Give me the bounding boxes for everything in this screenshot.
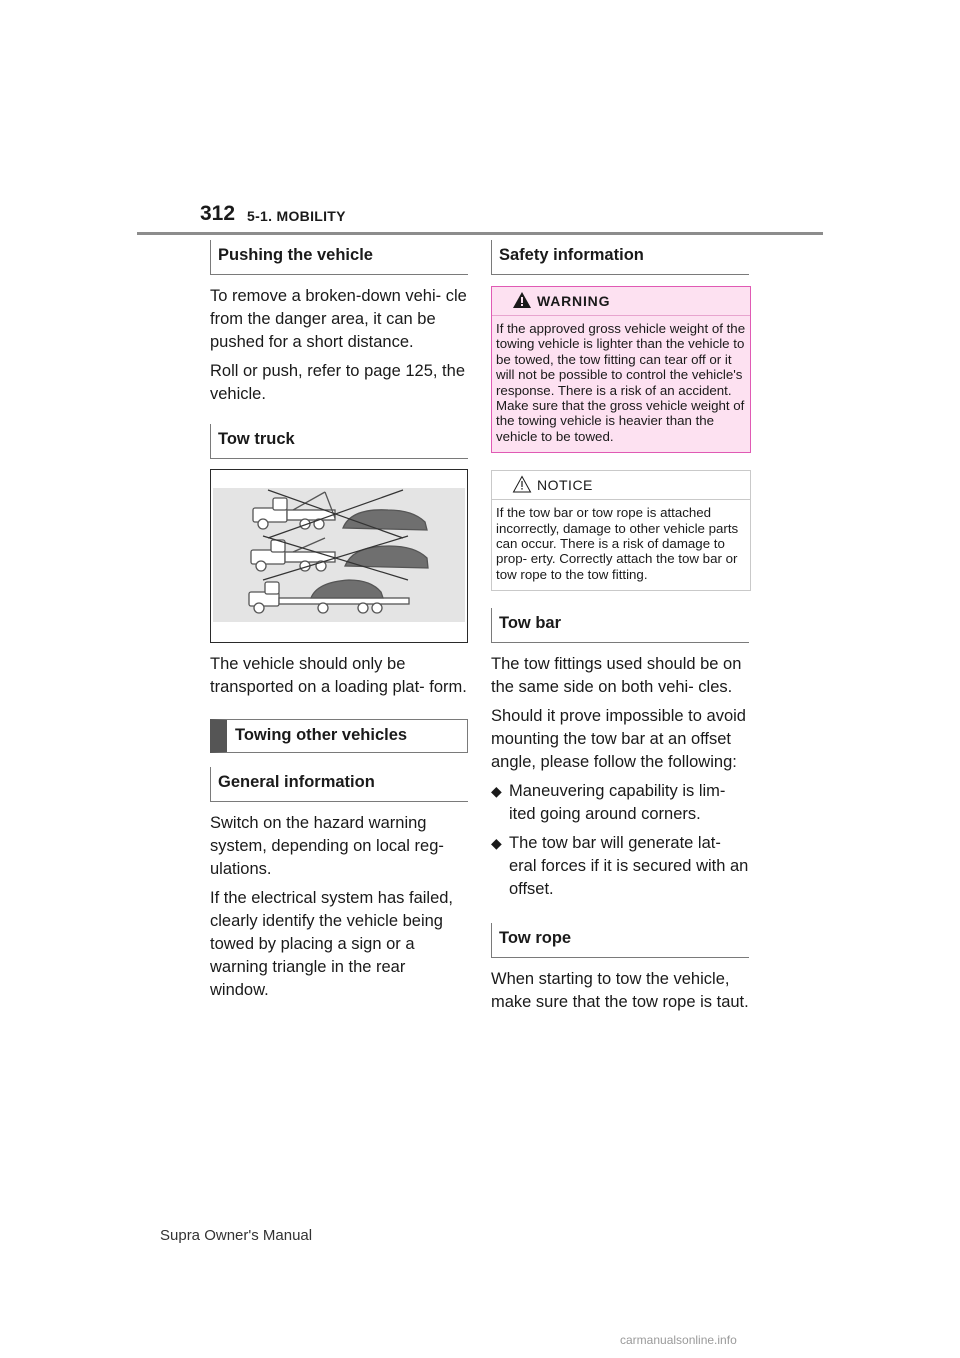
warning-text: If the approved gross vehicle weight of the towing vehicle is lighter than the vehicle to be towed, the tow fitting can tear off or it will not be possible to control the vehicle's response. There is a risk of an accident. Make sure that the gross vehicle weight of the towing vehicle is heavier than the vehicle to be towed.	[496, 321, 746, 444]
tow-bar-paragraph-1: The tow fittings used should be on the same side on both vehi- cles.	[491, 655, 742, 697]
tow-rope-paragraph: When starting to tow the vehicle, make sure that the tow rope is taut.	[491, 970, 749, 1012]
section-heading-towing-other: Towing other vehicles	[210, 719, 468, 753]
manual-name: Supra Owner's Manual	[160, 1227, 313, 1244]
bullet-icon: ◆	[491, 783, 502, 800]
section-heading-tow-truck: Tow truck	[210, 424, 468, 459]
bullet-icon: ◆	[491, 835, 502, 852]
list-item	[491, 832, 749, 901]
page-number: 312	[200, 202, 236, 225]
loaded-car	[311, 580, 383, 598]
illustration-background	[213, 488, 465, 622]
pushing-paragraph-2: Roll or push, refer to page 125, the vehicle.	[210, 362, 465, 403]
tow-truck-diagram	[213, 488, 465, 622]
wrecker-truck-1	[253, 492, 335, 529]
right-column	[491, 240, 749, 1014]
general-paragraph-1: Switch on the hazard warning system, depending on local reg- ulations.	[210, 814, 444, 878]
warning-title: WARNING	[537, 293, 611, 309]
pushing-paragraph-1: To remove a broken-down vehi- cle from the danger area, it can be pushed for a short distance.	[210, 287, 467, 351]
list-item	[491, 780, 749, 826]
notice-box	[491, 470, 751, 591]
warning-header	[492, 287, 750, 316]
section-heading-general: General information	[210, 767, 468, 802]
watermark: carmanualsonline.info	[620, 1333, 737, 1347]
general-paragraph-2: If the electrical system has failed, clearly identify the vehicle being towed by placing a sign or a warning triangle in the rear window.	[210, 889, 454, 999]
section-heading-tow-bar: Tow bar	[491, 608, 749, 643]
section-heading-safety: Safety information	[491, 240, 749, 275]
bullet-text: Maneuvering capability is lim- ited going around corners.	[509, 782, 726, 824]
towed-car-1	[343, 510, 427, 530]
notice-header	[492, 471, 750, 500]
header-divider	[137, 232, 823, 235]
chapter-title: 5-1. MOBILITY	[247, 208, 346, 224]
warning-triangle-icon	[512, 291, 532, 309]
caution-triangle-icon	[512, 475, 532, 493]
left-column	[210, 240, 468, 1002]
tow-bar-paragraph-2: Should it prove impossible to avoid mounting the tow bar at an offset angle, please follow the following:	[491, 707, 746, 772]
tow-truck-illustration	[210, 469, 468, 643]
notice-text: If the tow bar or tow rope is attached incorrectly, damage to other vehicle parts can occur. There is a risk of damage to prop- erty. Correctly attach the tow bar or tow rope to the tow fitting.	[496, 505, 739, 582]
section-heading-pushing: Pushing the vehicle	[210, 240, 468, 275]
notice-title: NOTICE	[537, 477, 593, 494]
tow-truck-paragraph: The vehicle should only be transported on a loading plat- form.	[210, 655, 467, 696]
bullet-text: The tow bar will generate lat- eral forces if it is secured with an offset.	[509, 834, 749, 899]
section-heading-tow-rope: Tow rope	[491, 923, 749, 958]
warning-box	[491, 286, 751, 453]
